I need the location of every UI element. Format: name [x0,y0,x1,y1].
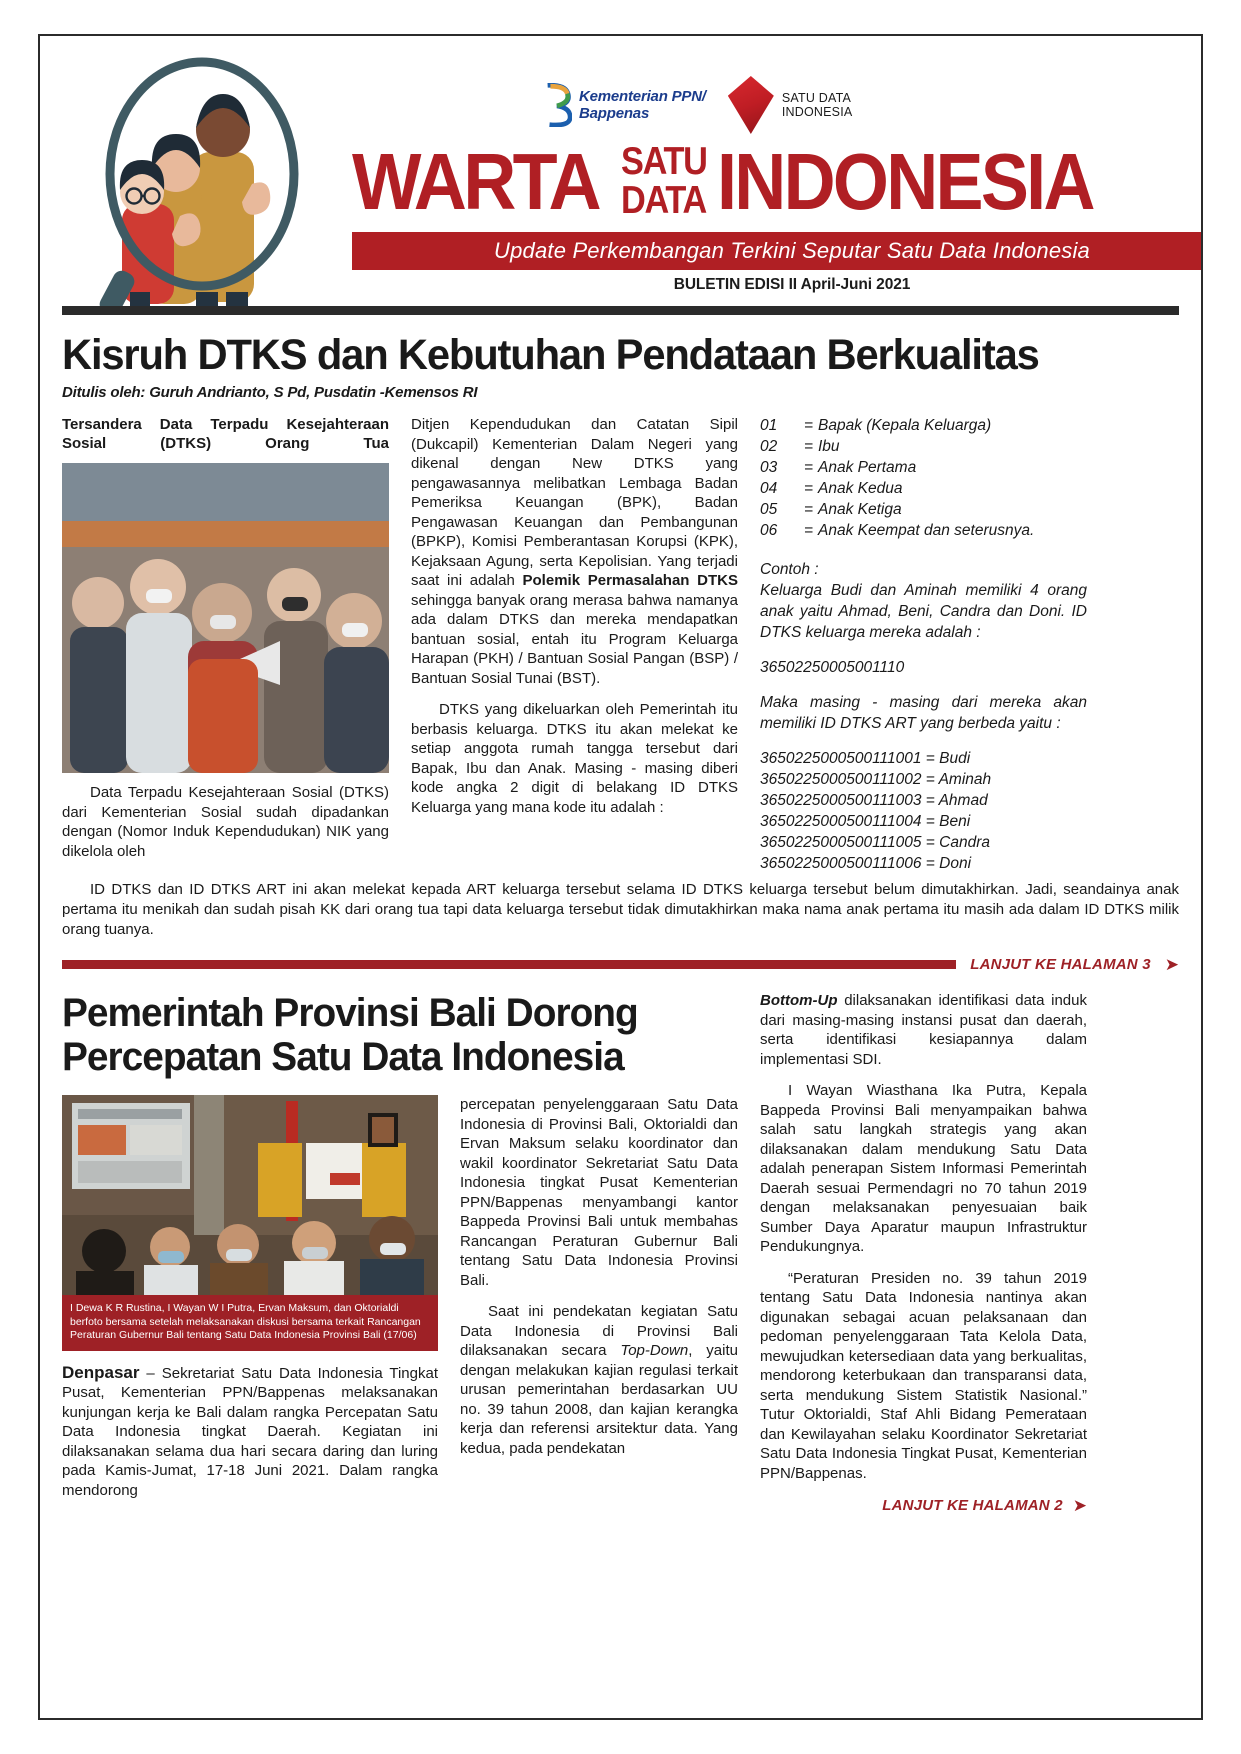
article2-right-para3: “Peraturan Presiden no. 39 tahun 2019 tentang Satu Data Indonesia nantinya akan digunakan sebagai acuan pelaksanaan dan pedoman penyelenggaraan Tata Kelola Data, mewujudkan ketersediaan data yang berkualitas, mendorong keterbukaan dan transparansi data, serta mendukung Sistem Statistik Nasional.” Tutur Oktorialdi, Staf Ahli Bidang Pemerataan dan Kewilayahan selaku Koordinator Sekretariat Satu Data Indonesia Tingkat Pusat, Kementerian PPN/Bappenas. [760,1269,1087,1482]
article2-photo [62,1095,438,1295]
bappenas-line1: Kementerian PPN/ [579,88,706,105]
article1-col2-para1-a: Ditjen Kependudukan dan Catatan Sipil (Dukcapil) Kementerian Dalam Negeri yang dikenal dengan New DTKS yang pengawasannya melibatkan Lembaga Badan Pemeriksa Keuangan (BPK), Badan Pengawasan Keuangan dan Pembangunan (BPKP), Komisi Pemberantasan Korupsi (KPK), Kejaksaan Agung, serta Kepolisian. Yang terjadi saat ini adalah [411,416,738,589]
masthead-rule [62,306,1179,315]
bappenas-mark-icon [542,83,572,127]
article1-col2-bold: Polemik Permasalahan DTKS [522,572,739,589]
article1-art-id: 3650225000500111004 = Beni [760,813,971,830]
article2-left-block [62,991,738,1500]
article2-headline-line1: Pemerintah Provinsi Bali Dorong [62,991,638,1035]
article2-term-bottomup: Bottom-Up [760,992,838,1009]
title-satu-data-stack [621,142,707,220]
article2-mid-para2-b: , yaitu dengan melakukan kajian regulasi terkait urusan pemerintahan berdasarkan UU no. 39 tahun 2008, dan kajian kerangka kerja dan referensi arsitektur data. Yang kedua, pada pendekatan [460,1342,738,1457]
code-label: Anak Keempat dan seterusnya. [818,522,1035,539]
article1-col2-para1-c: sehingga banyak orang merasa bahwa namanya ada dalam DTKS dan mereka mendapatkan bantuan sosial, entah itu Program Keluarga Harapan (PKH) / Bantuan Sosial Pangan (BSP) / Bantuan Sosial Tunai (BST). [411,591,738,687]
code-eq: = [804,438,814,455]
article2-headline [62,991,718,1079]
sdi-diamond-icon [728,76,774,134]
masthead-title [352,137,1203,226]
article1-example-text: Keluarga Budi dan Aminah memiliki 4 orang anak yaitu Ahmad, Beni, Candra dan Doni. ID DTKS keluarga mereka adalah : [760,582,1087,641]
article1-col2-para2: DTKS yang dikeluarkan oleh Pemerintah itu berbasis keluarga. DTKS itu akan melekat ke setiap anggota rumah tangga tersebut dari Bapak, Ibu dan Anak. Masing - masing diberi kode angka 2 digit di belakang ID DTKS Keluarga yang mana kode itu adalah : [411,701,738,816]
protest-crowd-photo [62,463,389,773]
page-border-frame [38,34,1203,1720]
masthead [62,50,1179,308]
article1-photo [62,463,389,773]
code-key: 05 [760,501,778,518]
code-eq: = [804,501,814,518]
code-row [760,520,1087,541]
bappenas-logo-text [579,88,706,122]
article1-column-1 [62,415,389,873]
article2-right-para1-text: dilaksanakan identifikasi data induk dari masing-masing instansi pusat dan daerah, serta identifikasi kesiapannya dalam implementasi SDI. [760,992,1087,1068]
arrow-right-icon[interactable]: ➤ [1072,1496,1087,1515]
article2-term-topdown: Top-Down [620,1342,689,1359]
article2-headline-line2: Percepatan Satu Data Indonesia [62,1035,624,1079]
title-data: DATA [621,179,707,222]
code-key: 02 [760,438,778,455]
code-key: 01 [760,417,778,434]
article1-column-2 [411,415,738,829]
code-label: Anak Ketiga [818,501,902,518]
article1-art-id: 3650225000500111005 = Candra [760,834,990,851]
bali-meeting-photo [62,1095,438,1295]
code-eq: = [804,522,814,539]
article1-closing [62,880,1179,940]
sdi-line2: INDONESIA [781,105,853,119]
code-key: 04 [760,480,778,497]
article2-photo-column [62,1095,438,1500]
continue-rule [62,960,956,969]
article1-continue-label[interactable]: LANJUT KE HALAMAN 3 [970,956,1151,973]
code-row [760,457,1087,478]
article2-columns [62,1095,738,1500]
code-row [760,499,1087,520]
article2-mid-para2 [460,1302,738,1458]
article2-right-para1 [760,991,1087,1069]
code-label: Ibu [818,438,840,455]
title-satu: SATU [621,140,707,183]
article1-family-id: 36502250005001110 [760,659,905,676]
code-row [760,436,1087,457]
article2-right-column [760,991,1087,1514]
article2-mid-para1: percepatan penyelenggaraan Satu Data Indonesia di Provinsi Bali, Oktorialdi dan Ervan Maksum selaku koordinator dan wakil koordinator Sekretariat Satu Data Indonesia tingkat Pusat Kementerian PPN/Bappenas menyambangi kantor Bappeda Provinsi Bali untuk membahas Rancangan Peraturan Gubernur Bali tentang Satu Data Indonesia Provinsi Bali. [460,1096,738,1289]
article1-code-list [760,415,1087,541]
article2-middle-body [460,1095,738,1458]
article1-kicker: Tersandera Data Terpadu Kesejahteraan Sosial (DTKS) Orang Tua [62,416,389,452]
article1-art-id: 3650225000500111003 = Ahmad [760,792,988,809]
bappenas-logo [542,83,706,127]
masthead-edition: BULETIN EDISI II April-Juni 2021 [673,276,911,293]
code-eq: = [804,480,814,497]
article2-right-body [760,991,1087,1483]
article1-headline: Kisruh DTKS dan Kebutuhan Pendataan Berkualitas [62,331,1039,379]
code-label: Bapak (Kepala Keluarga) [818,417,992,434]
code-row [760,415,1087,436]
family-magnifier-icon [84,56,324,308]
article1-col1-body [62,783,389,861]
article1-closing-para: ID DTKS dan ID DTKS ART ini akan melekat kepada ART keluarga tersebut selama ID DTKS keluarga tersebut belum dimutakhirkan. Jadi, seandainya anak pertama itu menikah dan sudah pisah KK dari orang tua tapi data keluarga tersebut tidak dimutakhirkan maka nama anak pertama itu masih ada dalam ID DTKS milik orang tuanya. [62,881,1179,938]
code-label: Anak Pertama [818,459,917,476]
article1-col2-para1 [411,415,738,688]
article2-mid-para2-a: Saat ini pendekatan kegiatan Satu Data Indonesia di Provinsi Bali dilaksanakan secara [460,1303,738,1359]
article2-lead-city: Denpasar [62,1362,140,1382]
satu-data-indonesia-logo [728,76,853,134]
article1-art-id: 3650225000500111006 = Doni [760,855,972,872]
title-warta: WARTA [352,137,598,226]
code-key: 06 [760,522,778,539]
sdi-logo-text [782,91,853,119]
article1-col2-body [411,415,738,817]
masthead-logos [542,68,882,142]
title-indonesia: INDONESIA [716,137,1093,226]
code-eq: = [804,417,814,434]
article1-column-3 [760,415,1087,874]
bappenas-line2: Bappenas [579,105,650,122]
article2-photo-caption: I Dewa K R Rustina, I Wayan W I Putra, Ervan Maksum, dan Oktorialdi berfoto bersama setelah melaksanakan diskusi bersama terkait Rancangan Peraturan Gubernur Bali tentang Satu Data Indonesia Provinsi Bali (17/06) [62,1295,438,1351]
article2-right-para2: I Wayan Wiasthana Ika Putra, Kepala Bappeda Provinsi Bali menyampaikan bahwa salah satu langkah strategis yang akan dilaksanakan dalam mendukung Satu Data adalah penerapan Sistem Informasi Pemerintah Daerah sesuai Permendagri no 70 tahun 2019 dengan melaksanakan penyesuaian baik Sumber Daya Aparatur maupun Infrastruktur Pendukungnya. [760,1082,1087,1255]
masthead-illustration [84,56,324,308]
article2-lead [62,1363,438,1501]
article1-continue-bar [62,956,1179,973]
code-eq: = [804,459,814,476]
article-dtks [62,332,1179,973]
article1-byline: Ditulis oleh: Guruh Andrianto, S Pd, Pusdatin -Kemensos RI [62,384,478,401]
article-bali [62,991,1179,1514]
article2-middle-column [460,1095,738,1470]
article2-lead-text: – Sekretariat Satu Data Indonesia Tingkat Pusat, Kementerian PPN/Bappenas melaksanakan kunjungan kerja ke Bali dalam rangka Percepatan Satu Data Indonesia tingkat Daerah. Kegiatan ini dilaksanakan selama dua hari secara daring dan luring pada Kamis-Jumat, 17-18 Juni 2021. Dalam rangka mendorong [62,1364,438,1499]
sdi-line1: SATU DATA [781,91,852,105]
article1-columns [62,415,1179,874]
masthead-tagline: Update Perkembangan Terkini Seputar Satu Data Indonesia [352,232,1203,270]
code-label: Anak Kedua [818,480,903,497]
article1-example-label: Contoh : [760,561,819,578]
article2-continue-bar [760,1497,1087,1514]
article1-art-id: 3650225000500111002 = Aminah [760,771,992,788]
code-row [760,478,1087,499]
article1-art-id: 3650225000500111001 = Budi [760,750,971,767]
article1-col1-para1: Data Terpadu Kesejahteraan Sosial (DTKS) dari Kementerian Sosial sudah dipadankan dengan (Nomor Induk Kependudukan) NIK yang dikelola oleh [62,784,389,860]
code-key: 03 [760,459,778,476]
article1-art-intro: Maka masing - masing dari mereka akan memiliki ID DTKS ART yang berbeda yaitu : [760,694,1087,732]
arrow-right-icon[interactable]: ➤ [1164,955,1179,974]
article2-continue-label[interactable]: LANJUT KE HALAMAN 2 [882,1497,1063,1514]
